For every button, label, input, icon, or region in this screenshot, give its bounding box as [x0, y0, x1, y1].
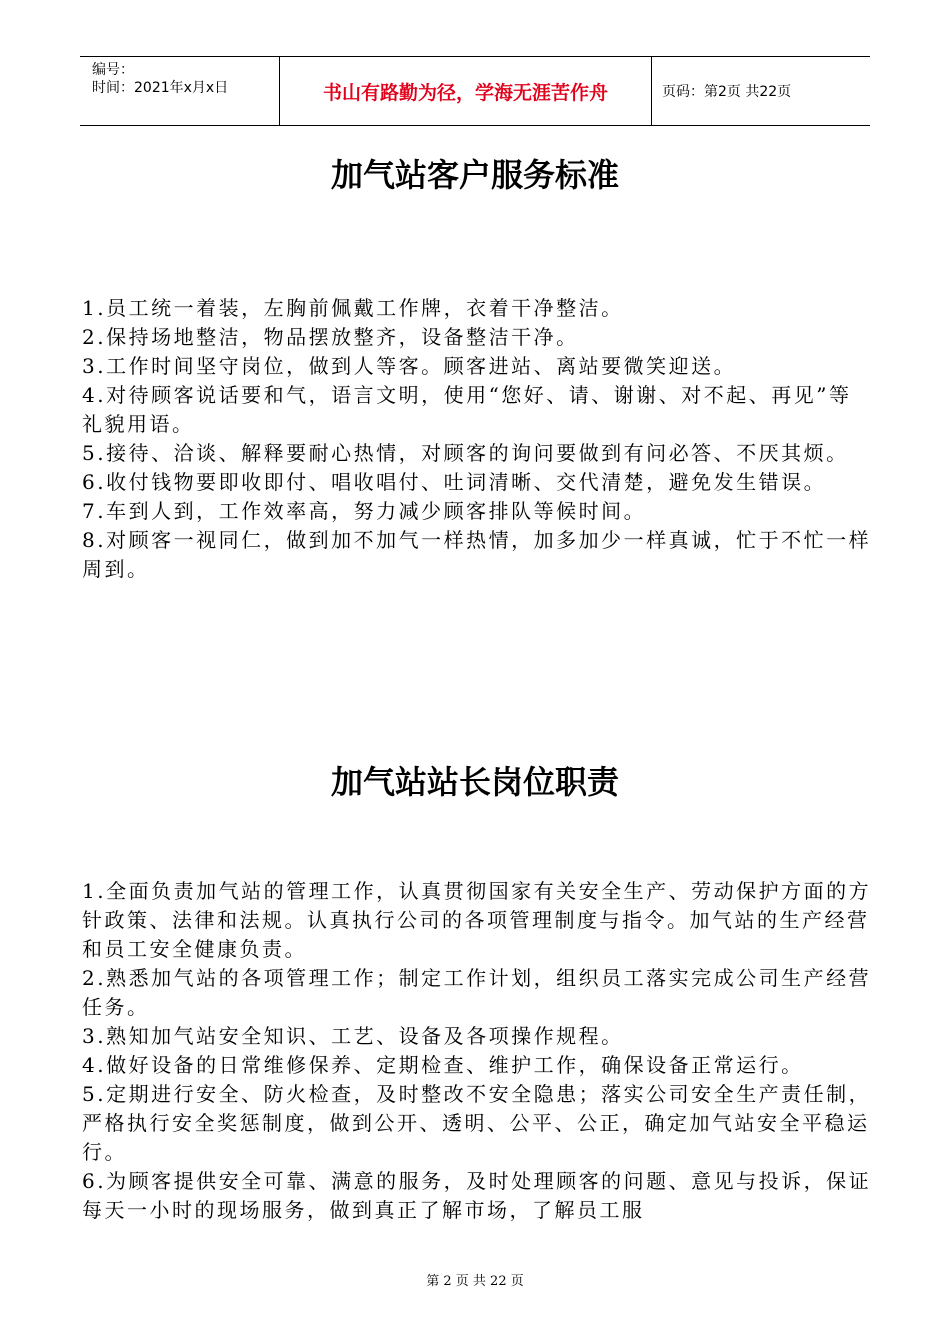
list-item: 3.工作时间坚守岗位，做到人等客。顾客进站、离站要微笑迎送。: [82, 354, 737, 378]
list-item: 1.员工统一着装，左胸前佩戴工作牌，衣着干净整洁。: [82, 296, 624, 320]
list-item: 6.收付钱物要即收即付、唱收唱付、吐词清晰、交代清楚，避免发生错误。: [82, 470, 827, 494]
section2-list: [82, 877, 872, 1225]
section1-title: 加气站客户服务标准: [330, 156, 619, 194]
list-item: 2.熟悉加气站的各项管理工作；制定工作计划，组织员工落实完成公司生产经营任务。: [82, 966, 872, 1019]
list-item: 4.做好设备的日常维修保养、定期检查、维护工作，确保设备正常运行。: [82, 1053, 804, 1077]
list-item: 2.保持场地整洁，物品摆放整齐，设备整洁干净。: [82, 325, 579, 349]
list-item: 4.对待顾客说话要和气，语言文明，使用“您好、请、谢谢、对不起、再见”等礼貌用语。: [82, 383, 852, 436]
doc-time-label: 时间：2021年x月x日: [92, 80, 229, 96]
list-item: 7.车到人到，工作效率高，努力减少顾客排队等候时间。: [82, 499, 647, 523]
list-item: 5.接待、洽谈、解释要耐心热情，对顾客的询问要做到有问必答、不厌其烦。: [82, 441, 849, 465]
list-item: 5.定期进行安全、防火检查，及时整改不安全隐患；落实公司安全生产责任制，严格执行安全奖惩制度，做到公开、透明、公平、公正，确定加气站安全平稳运行。: [82, 1082, 872, 1164]
doc-number-label: 编号：: [92, 62, 134, 78]
page-header: [80, 56, 870, 126]
header-meta: [80, 57, 280, 125]
list-item: 6.为顾客提供安全可靠、满意的服务，及时处理顾客的问题、意见与投诉，保证每天一小时的现场服务，做到真正了解市场，了解员工服: [82, 1169, 872, 1222]
list-item: 1.全面负责加气站的管理工作，认真贯彻国家有关安全生产、劳动保护方面的方针政策、法律和法规。认真执行公司的各项管理制度与指令。加气站的生产经营和员工安全健康负责。: [82, 879, 872, 961]
list-item: 8.对顾客一视同仁，做到加不加气一样热情，加多加少一样真诚，忙于不忙一样周到。: [82, 528, 872, 581]
header-page-indicator: 页码：第2页 共22页: [662, 84, 792, 100]
page-footer: 第 2 页 共 22 页: [426, 1274, 524, 1289]
header-motto: 书山有路勤为径，学海无涯苦作舟: [280, 57, 652, 125]
section1-list: [82, 294, 872, 584]
list-item: 3.熟知加气站安全知识、工艺、设备及各项操作规程。: [82, 1024, 624, 1048]
section2-title: 加气站站长岗位职责: [330, 763, 619, 801]
